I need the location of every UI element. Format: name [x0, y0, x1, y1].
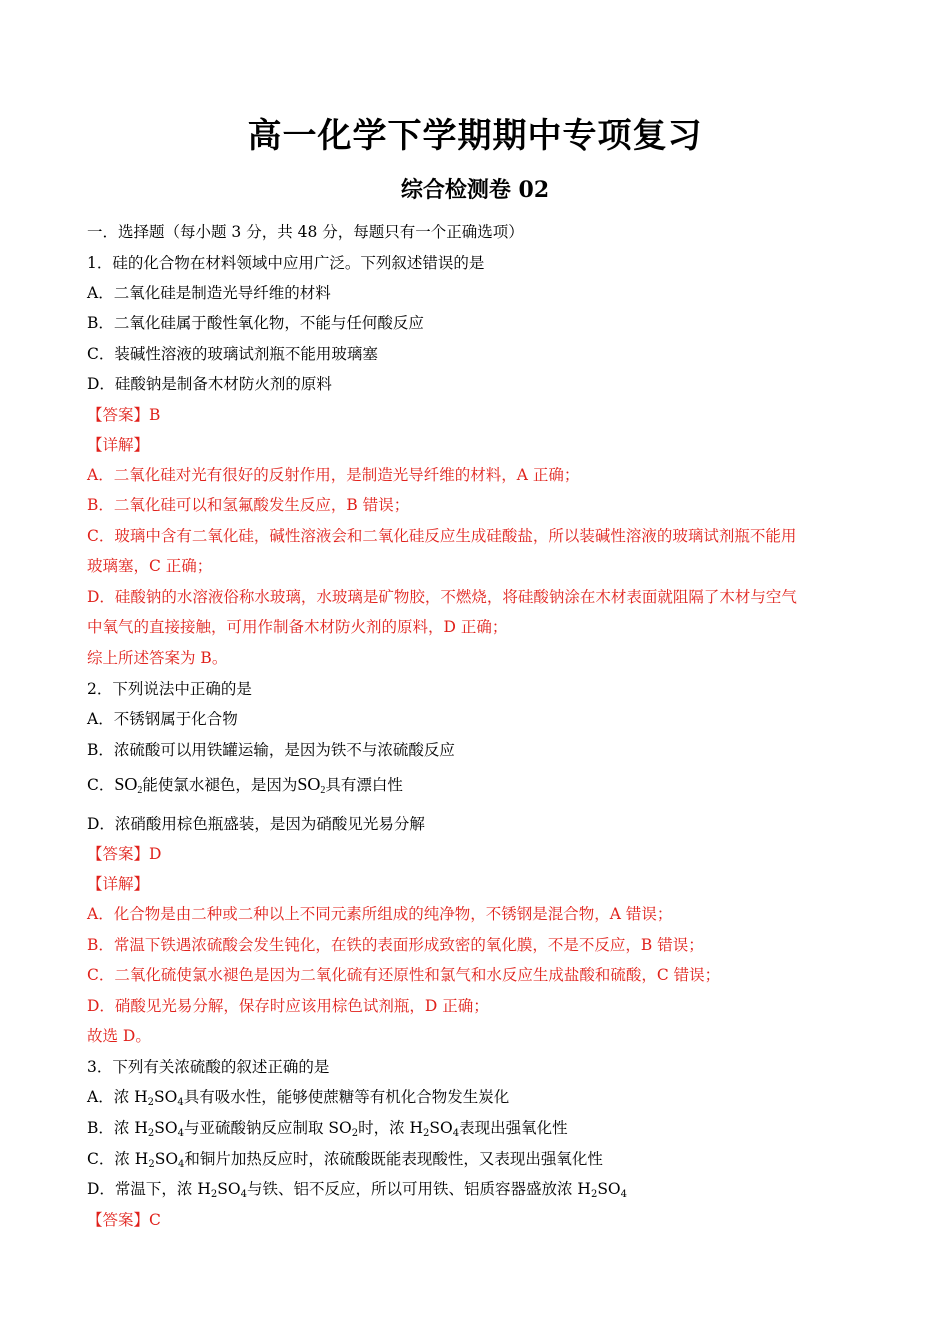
q2-answer [87, 844, 161, 864]
q1-conclusion: 综上所述答案为 B。 [87, 649, 228, 667]
q1-stem: 1．硅的化合物在材料领域中应用广泛。下列叙述错误的是 [87, 254, 485, 272]
q2-option-b: B．浓硫酸可以用铁罐运输，是因为铁不与浓硫酸反应 [87, 741, 455, 759]
q2-option-a: A．不锈钢属于化合物 [87, 710, 238, 728]
q3-answer [87, 1210, 161, 1230]
q2-answer-value: D [149, 845, 162, 863]
q1-option-a: A．二氧化硅是制造光导纤维的材料 [87, 284, 331, 302]
q1-option-c: C．装碱性溶液的玻璃试剂瓶不能用玻璃塞 [87, 345, 378, 363]
h2so4-formula: $H_2SO_4$ [577, 1180, 628, 1200]
q3-option-b: B．浓 $H_2SO_4$与亚硫酸钠反应制取 $SO_2$时，浓 $H_2SO_4$表现出强氧化性 [87, 1119, 568, 1139]
q1-detail-c: C．玻璃中含有二氧化硅，碱性溶液会和二氧化硅反应生成硅酸盐，所以装碱性溶液的玻璃试剂瓶不能用 [87, 527, 797, 545]
page-subtitle: 综合检测卷 02 [400, 177, 550, 203]
q3-option-d: D．常温下，浓 $H_2SO_4$与铁、铝不反应，所以可用铁、铝质容器盛放浓 $H_2SO_4$ [87, 1180, 628, 1200]
so2-formula: $SO_2$ [114, 774, 143, 796]
h2so4-formula: $H_2SO_4$ [134, 1150, 185, 1170]
q2-detail-tag: 【详解】 [87, 875, 150, 893]
h2so4-formula: $H_2SO_4$ [134, 1088, 184, 1108]
section-header: 一．选择题（每小题 3 分，共 48 分，每题只有一个正确选项） [87, 223, 524, 241]
q1-detail-a: A．二氧化硅对光有很好的反射作用，是制造光导纤维的材料，A 正确； [87, 466, 580, 484]
q3-option-a: A．浓 $H_2SO_4$具有吸水性，能够使蔗糖等有机化合物发生炭化 [87, 1088, 510, 1108]
so2-formula: $SO_2$ [328, 1119, 359, 1139]
answer-tag: 【答案】 [87, 1211, 150, 1229]
q1-detail-d: D．硅酸钠的水溶液俗称水玻璃，水玻璃是矿物胶，不燃烧，将硅酸钠涂在木材表面就阻隔了木材与空气 [87, 588, 797, 606]
page-title: 高一化学下学期期中专项复习 [247, 116, 703, 156]
q2-detail-c: C．二氧化硫使氯水褪色是因为二氧化硫有还原性和氯气和水反应生成盐酸和硫酸，C 错误； [87, 966, 721, 984]
q2-detail-d: D．硝酸见光易分解，保存时应该用棕色试剂瓶，D 正确； [87, 997, 489, 1015]
q2-detail-a: A．化合物是由二种或二种以上不同元素所组成的纯净物，不锈钢是混合物，A 错误； [87, 905, 673, 923]
q1-detail-b: B．二氧化硅可以和氢氟酸发生反应，B 错误； [87, 496, 410, 514]
q1-detail-d-cont: 中氧气的直接接触，可用作制备木材防火剂的原料，D 正确； [87, 618, 508, 636]
h2so4-formula: $H_2SO_4$ [197, 1180, 247, 1200]
h2so4-formula: $H_2SO_4$ [134, 1119, 184, 1139]
q2-option-c: C．$SO_2$能使氯水褪色，是因为$SO_2$具有漂白性 [87, 774, 403, 796]
answer-tag: 【答案】 [87, 845, 150, 863]
q3-stem: 3．下列有关浓硫酸的叙述正确的是 [87, 1058, 330, 1076]
q2-conclusion: 故选 D。 [87, 1027, 151, 1045]
q3-answer-value: C [149, 1211, 161, 1229]
q2-detail-b: B．常温下铁遇浓硫酸会发生钝化，在铁的表面形成致密的氧化膜，不是不反应，B 错误； [87, 936, 704, 954]
answer-tag: 【答案】 [87, 406, 150, 424]
q2-option-d: D．浓硝酸用棕色瓶盛装，是因为硝酸见光易分解 [87, 815, 425, 833]
h2so4-formula: $H_2SO_4$ [409, 1119, 460, 1139]
q2-stem: 2．下列说法中正确的是 [87, 680, 252, 698]
q1-detail-tag: 【详解】 [87, 436, 150, 454]
q1-answer-value: B [149, 406, 161, 424]
q1-detail-c-cont: 玻璃塞，C 正确； [87, 557, 213, 575]
q1-option-d: D．硅酸钠是制备木材防火剂的原料 [87, 375, 332, 393]
q1-answer [87, 405, 160, 425]
q1-option-b: B．二氧化硅属于酸性氧化物，不能与任何酸反应 [87, 314, 424, 332]
q3-option-c: C．浓 $H_2SO_4$和铜片加热反应时，浓硫酸既能表现酸性，又表现出强氧化性 [87, 1150, 603, 1170]
so2-formula: $SO_2$ [297, 774, 326, 796]
